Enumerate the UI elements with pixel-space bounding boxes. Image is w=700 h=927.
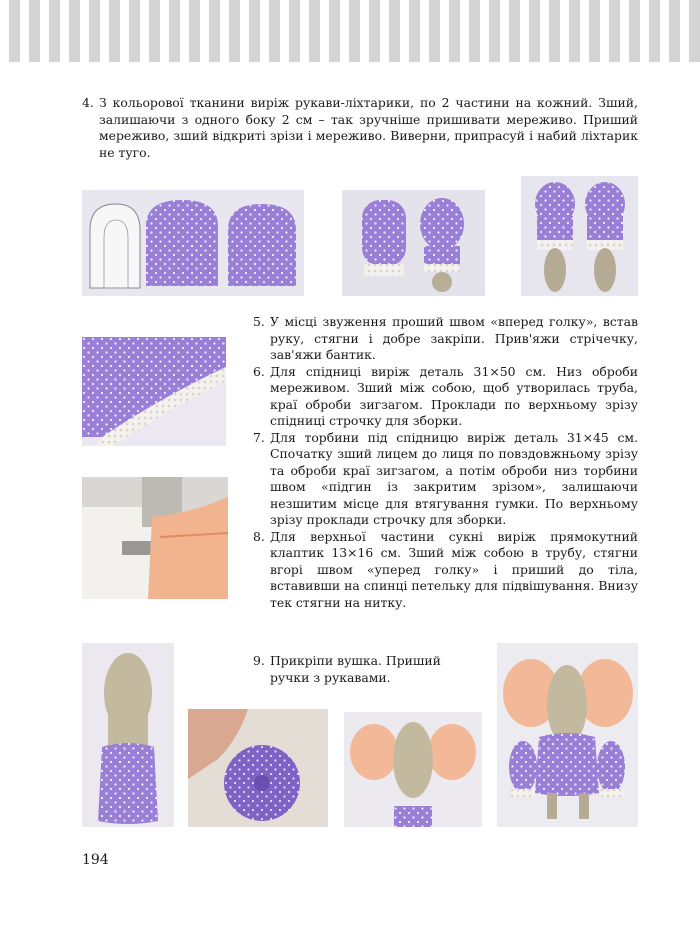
step-number: 6. [253, 363, 265, 379]
photo-sleeves-lace [342, 190, 485, 296]
photo-sewing-machine [82, 477, 228, 599]
photo-arms-with-sleeves [521, 176, 638, 296]
step-4 [82, 95, 638, 161]
photo-finished-elephant [497, 643, 638, 827]
step-text: У місці звуження проший швом «вперед голку», встав руку, стягни і добре закріпи. Прив'яжи стрічечку, зав'яжи бантик. [270, 314, 638, 362]
step-text: Прикріпи вушка. Приший ручки з рукавами. [270, 653, 441, 685]
step-text: Для спідниці виріж деталь 31×50 см. Низ оброби мереживом. Зший між собою, щоб утворилась труба, краї оброби зигзагом. Проклади по верхньому зрізу спідниці строчку для зборки. [270, 363, 638, 428]
photo-head-with-ears [344, 712, 482, 827]
header-stripes [0, 0, 700, 62]
photo-skirt-lace-edge [82, 337, 226, 446]
step-number: 4. [82, 95, 94, 110]
step-number: 8. [253, 528, 265, 544]
step-9 [253, 653, 475, 686]
step-number: 7. [253, 429, 265, 445]
photo-body-with-dress [82, 643, 174, 827]
steps-5-8 [253, 314, 638, 611]
photo-sleeve-patterns [82, 190, 304, 296]
step-text: Для торбини під спідницю виріж деталь 31×45 см. Спочатку зший лицем до лиця по повздовжньому зрізу та оброби краї зигзагом, а потім оброби низ торбини швом «підгин із закритим зрізом», залишаючи незшитим місце для втягування гумки. По верхньому зрізу проклади строчку для зборки. [270, 429, 638, 527]
step-text: Для верхньої частини сукні виріж прямокутний клаптик 13×16 см. Зший між собою в трубу, стягни вгорі швом «уперед голку» і приший до тіла, вставивши на спинці петельку для підвішування. Внизу тек стягни на нитку. [270, 528, 638, 610]
step-number: 9. [253, 653, 265, 668]
step-number: 5. [253, 314, 265, 329]
photo-gathered-fabric [188, 709, 328, 827]
page-number: 194 [82, 852, 109, 868]
step-text: З кольорової тканини виріж рукави-ліхтарики, по 2 частини на кожний. Зший, залишаючи з одного боку 2 см – так зручніше пришивати мереживо. Приший мереживо, зший відкриті зрізи і мереживо. Виверни, припрасуй і набий ліхтарик не туго. [99, 95, 638, 160]
